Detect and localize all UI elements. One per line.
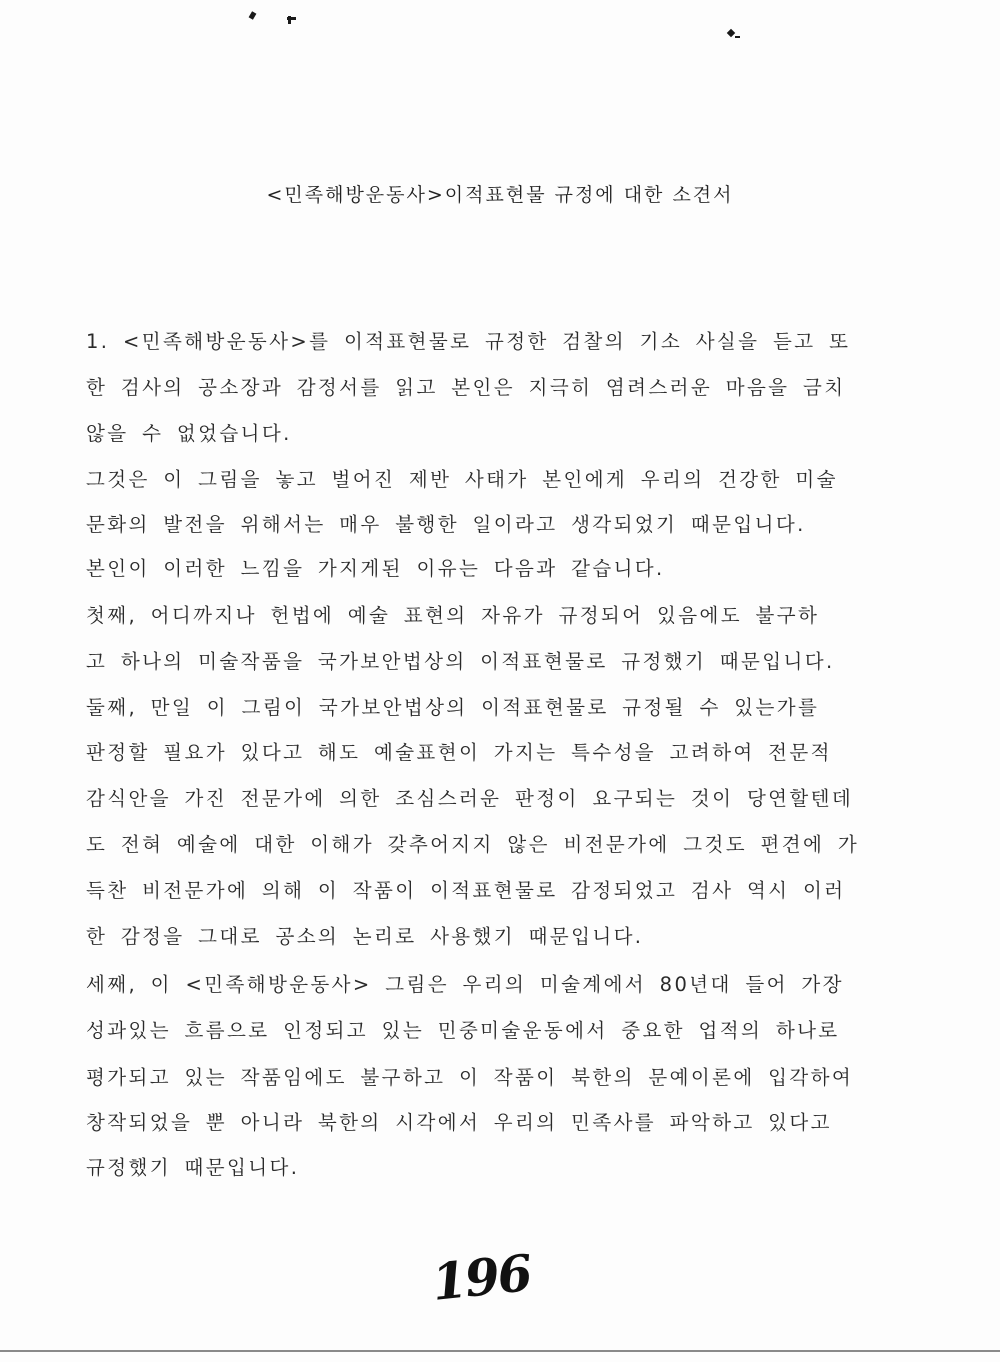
body-line: 문화의 발전을 위해서는 매우 불행한 일이라고 생각되었기 때문입니다. — [86, 513, 806, 536]
body-line: 세째, 이 <민족해방운동사> 그림은 우리의 미술계에서 80년대 들어 가장 — [86, 973, 844, 996]
body-line: 한 검사의 공소장과 감정서를 읽고 본인은 지극히 염려스러운 마음을 금치 — [86, 376, 846, 399]
body-line: 한 감정을 그대로 공소의 논리로 사용했기 때문입니다. — [86, 925, 644, 948]
body-line: 득찬 비전문가에 의해 이 작품이 이적표현물로 감정되었고 검사 역시 이러 — [86, 879, 846, 902]
body-line: 고 하나의 미술작품을 국가보안법상의 이적표현물로 규정했기 때문입니다. — [86, 650, 835, 673]
handwritten-page-number: 196 — [429, 1243, 534, 1312]
scan-speck — [727, 29, 735, 37]
body-line: 않을 수 없었습니다. — [86, 422, 292, 445]
body-line: 첫째, 어디까지나 헌법에 예술 표현의 자유가 규정되어 있음에도 불구하 — [86, 604, 820, 627]
body-line: 성과있는 흐름으로 인정되고 있는 민중미술운동에서 중요한 업적의 하나로 — [86, 1019, 840, 1042]
body-line: 둘째, 만일 이 그림이 국가보안법상의 이적표현물로 규정될 수 있는가를 — [86, 696, 820, 719]
body-line: 창작되었을 뿐 아니라 북한의 시각에서 우리의 민족사를 파악하고 있다고 — [86, 1111, 832, 1134]
scan-speck — [735, 36, 740, 38]
scan-edge-line — [0, 1350, 1000, 1352]
scan-speck — [249, 11, 257, 20]
body-line: 규정했기 때문입니다. — [86, 1156, 300, 1179]
scan-speck — [288, 16, 291, 24]
document-title: <민족해방운동사>이적표현물 규정에 대한 소견서 — [266, 184, 734, 206]
body-line: 그것은 이 그림을 놓고 벌어진 제반 사태가 본인에게 우리의 건강한 미술 — [86, 468, 838, 491]
body-line: 도 전혀 예술에 대한 이해가 갖추어지지 않은 비전문가에 그것도 편견에 가 — [86, 833, 860, 856]
body-line: 평가되고 있는 작품임에도 불구하고 이 작품이 북한의 문예이론에 입각하여 — [86, 1066, 854, 1089]
body-line: 본인이 이러한 느낌을 가지게된 이유는 다음과 같습니다. — [86, 557, 665, 580]
body-line: 감식안을 가진 전문가에 의한 조심스러운 판정이 요구되는 것이 당연할텐데 — [86, 787, 854, 810]
body-line: 판정할 필요가 있다고 해도 예술표현이 가지는 특수성을 고려하여 전문적 — [86, 741, 832, 764]
body-line: 1. <민족해방운동사>를 이적표현물로 규정한 검찰의 기소 사실을 듣고 또 — [86, 330, 851, 353]
